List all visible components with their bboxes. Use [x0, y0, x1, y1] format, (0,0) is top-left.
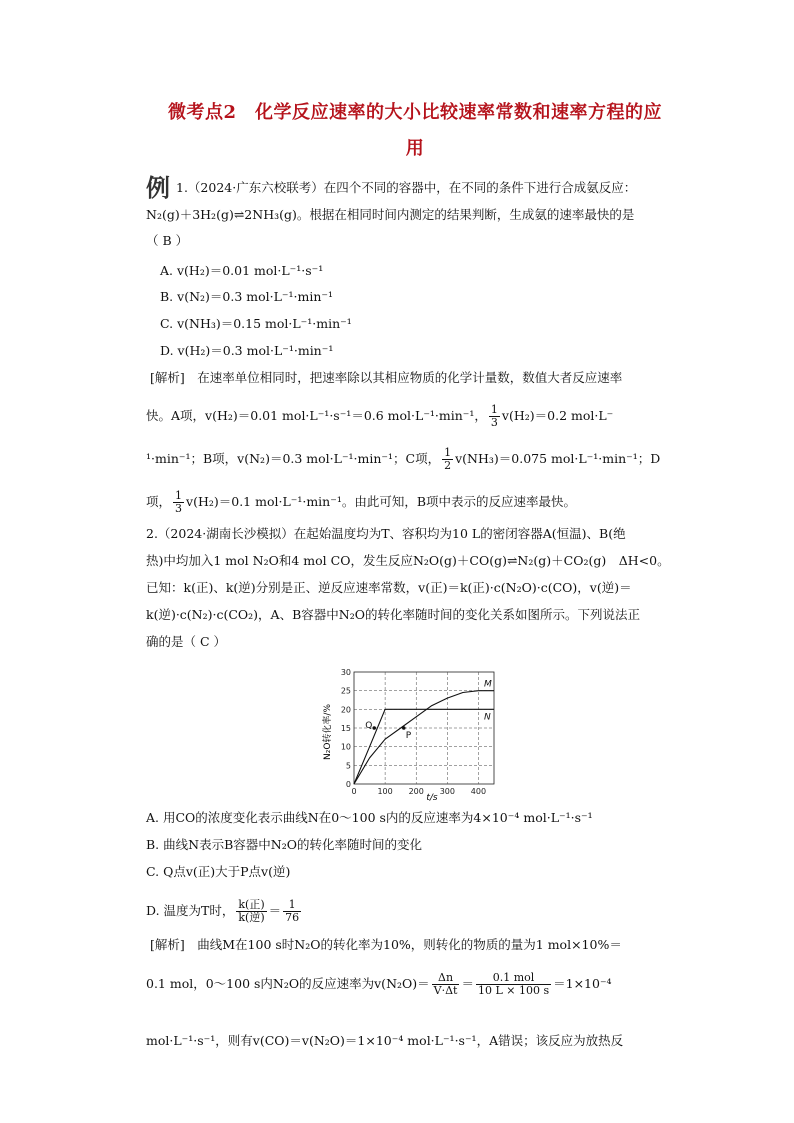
point-P	[402, 726, 406, 730]
x-tick-label: 200	[408, 787, 424, 796]
q1-analysis-2	[146, 404, 722, 429]
fraction-one-third: $\frac{1}{3}$	[490, 403, 498, 429]
q2-option-d	[146, 899, 722, 924]
page-title: 微考点2 化学反应速率的大小比较速率常数和速率方程的应	[167, 102, 663, 123]
series-line-M	[354, 691, 494, 784]
y-tick-label: 25	[340, 686, 351, 696]
q2-analysis-2	[146, 972, 722, 997]
q1-option-a: A. v(H₂)＝0.01 mol·L⁻¹·s⁻¹	[160, 263, 324, 278]
ratio-value: $\frac{1}{76}$	[285, 898, 300, 924]
q1-analysis-2b: v(H₂)＝0.2 mol·L⁻	[501, 408, 614, 423]
q2-stem-2: 热)中均加入1 mol N₂O和4 mol CO，发生反应N₂O(g)＋CO(g)⇌N₂(g)＋CO₂(g) ΔH<0。	[146, 553, 670, 568]
q1-analysis-4a: 项，	[146, 494, 172, 509]
q1-analysis: [解析] 在速率单位相同时，把速率除以其相应物质的化学计量数，数值大者反应速率	[150, 370, 623, 385]
q2-option-d-eq: ＝	[268, 903, 282, 918]
y-tick-label: 15	[340, 724, 351, 733]
q1-option-c: C. v(NH₃)＝0.15 mol·L⁻¹·min⁻¹	[160, 316, 352, 331]
q1-analysis-2a: 快。A项，v(H₂)＝0.01 mol·L⁻¹·s⁻¹＝0.6 mol·L⁻¹·min⁻¹，	[146, 408, 487, 423]
series-label-N: N	[484, 712, 491, 723]
series-label-M: M	[484, 679, 492, 690]
q1-analysis-4	[146, 490, 722, 515]
q2-option-a: A. 用CO的浓度变化表示曲线N在0～100 s内的反应速率为4×10⁻⁴ mol·L⁻¹·s⁻¹	[146, 810, 593, 825]
rate-formula: $\frac{\Delta n}{V\cdot\Delta t}$	[433, 971, 458, 997]
conversion-chart	[320, 662, 510, 802]
point-label-Q: Q	[365, 721, 373, 731]
q2-stem: 2.（2024·湖南长沙模拟）在起始温度均为T、容积均为10 L的密闭容器A(恒温)、B(绝	[146, 526, 626, 541]
y-axis-label: N₂O转化率/%	[323, 703, 333, 761]
x-tick-label: 300	[439, 787, 455, 796]
q2-stem-4: k(逆)·c(N₂)·c(CO₂)，A、B容器中N₂O的转化率随时间的变化关系如图所示。下列说法正	[146, 607, 640, 622]
rate-constant-ratio: $\frac{\text{k(正)}}{\text{k(逆)}}$	[238, 898, 265, 924]
y-tick-label: 20	[340, 705, 351, 715]
q2-analysis-2b: ＝1×10⁻⁴	[553, 976, 612, 991]
q1-option-b: B. v(N₂)＝0.3 mol·L⁻¹·min⁻¹	[160, 289, 333, 304]
q1-analysis-3b: v(NH₃)＝0.075 mol·L⁻¹·min⁻¹；D	[455, 451, 661, 466]
x-axis-label: t/s	[426, 793, 438, 802]
point-Q	[372, 726, 376, 730]
page-title-cont: 用	[405, 138, 425, 159]
fraction-one-half: $\frac{1}{2}$	[444, 446, 452, 472]
point-label-P: P	[405, 731, 412, 741]
q1-stem: 1.（2024·广东六校联考）在四个不同的容器中，在不同的条件下进行合成氨反应：	[176, 180, 637, 195]
q1-option-d: D. v(H₂)＝0.3 mol·L⁻¹·min⁻¹	[160, 343, 334, 358]
fraction-one-third-2: $\frac{1}{3}$	[175, 489, 183, 515]
y-tick-label: 30	[340, 668, 351, 677]
q1-stem-2: N₂(g)＋3H₂(g)⇌2NH₃(g)。根据在相同时间内测定的结果判断，生成氨的速率最快的是	[146, 207, 635, 222]
q2-stem-5: 确的是（ C ）	[146, 634, 227, 649]
x-tick-label: 400	[470, 787, 487, 796]
q1-answer: （ B ）	[146, 233, 189, 248]
q2-analysis-2a: 0.1 mol，0～100 s内N₂O的反应速率为v(N₂O)＝	[146, 976, 430, 991]
q1-analysis-3a: ¹·min⁻¹；B项，v(N₂)＝0.3 mol·L⁻¹·min⁻¹；C项，	[146, 451, 441, 466]
rate-calculation: $\frac{\text{0.1 mol}}{10 L \times 100 s}$	[477, 971, 550, 997]
x-tick-label: 100	[377, 787, 393, 796]
q2-option-b: B. 曲线N表示B容器中N₂O的转化率随时间的变化	[146, 837, 422, 852]
example-mark: 例	[146, 174, 170, 202]
q1-analysis-3	[146, 447, 722, 472]
y-tick-label: 0	[345, 780, 351, 789]
x-tick-label: 0	[351, 787, 357, 796]
q2-analysis-2-eq: ＝	[461, 976, 474, 991]
q1-analysis-4b: v(H₂)＝0.1 mol·L⁻¹·min⁻¹。由此可知，B项中表示的反应速率最快。	[186, 494, 577, 509]
q2-option-d-label: D. 温度为T时，	[146, 903, 235, 918]
q2-analysis: [解析] 曲线M在100 s时N₂O的转化率为10%，则转化的物质的量为1 mol×10%＝	[150, 937, 622, 952]
q2-stem-3: 已知：k(正)、k(逆)分别是正、逆反应速率常数，v(正)＝k(正)·c(N₂O)·c(CO)，v(逆)＝	[146, 580, 632, 595]
y-tick-label: 5	[345, 761, 351, 771]
y-tick-label: 10	[340, 742, 351, 752]
q2-option-c: C. Q点v(正)大于P点v(逆)	[146, 864, 291, 879]
q2-analysis-3: mol·L⁻¹·s⁻¹，则有v(CO)＝v(N₂O)＝1×10⁻⁴ mol·L⁻¹·s⁻¹，A错误；该反应为放热反	[146, 1033, 624, 1048]
